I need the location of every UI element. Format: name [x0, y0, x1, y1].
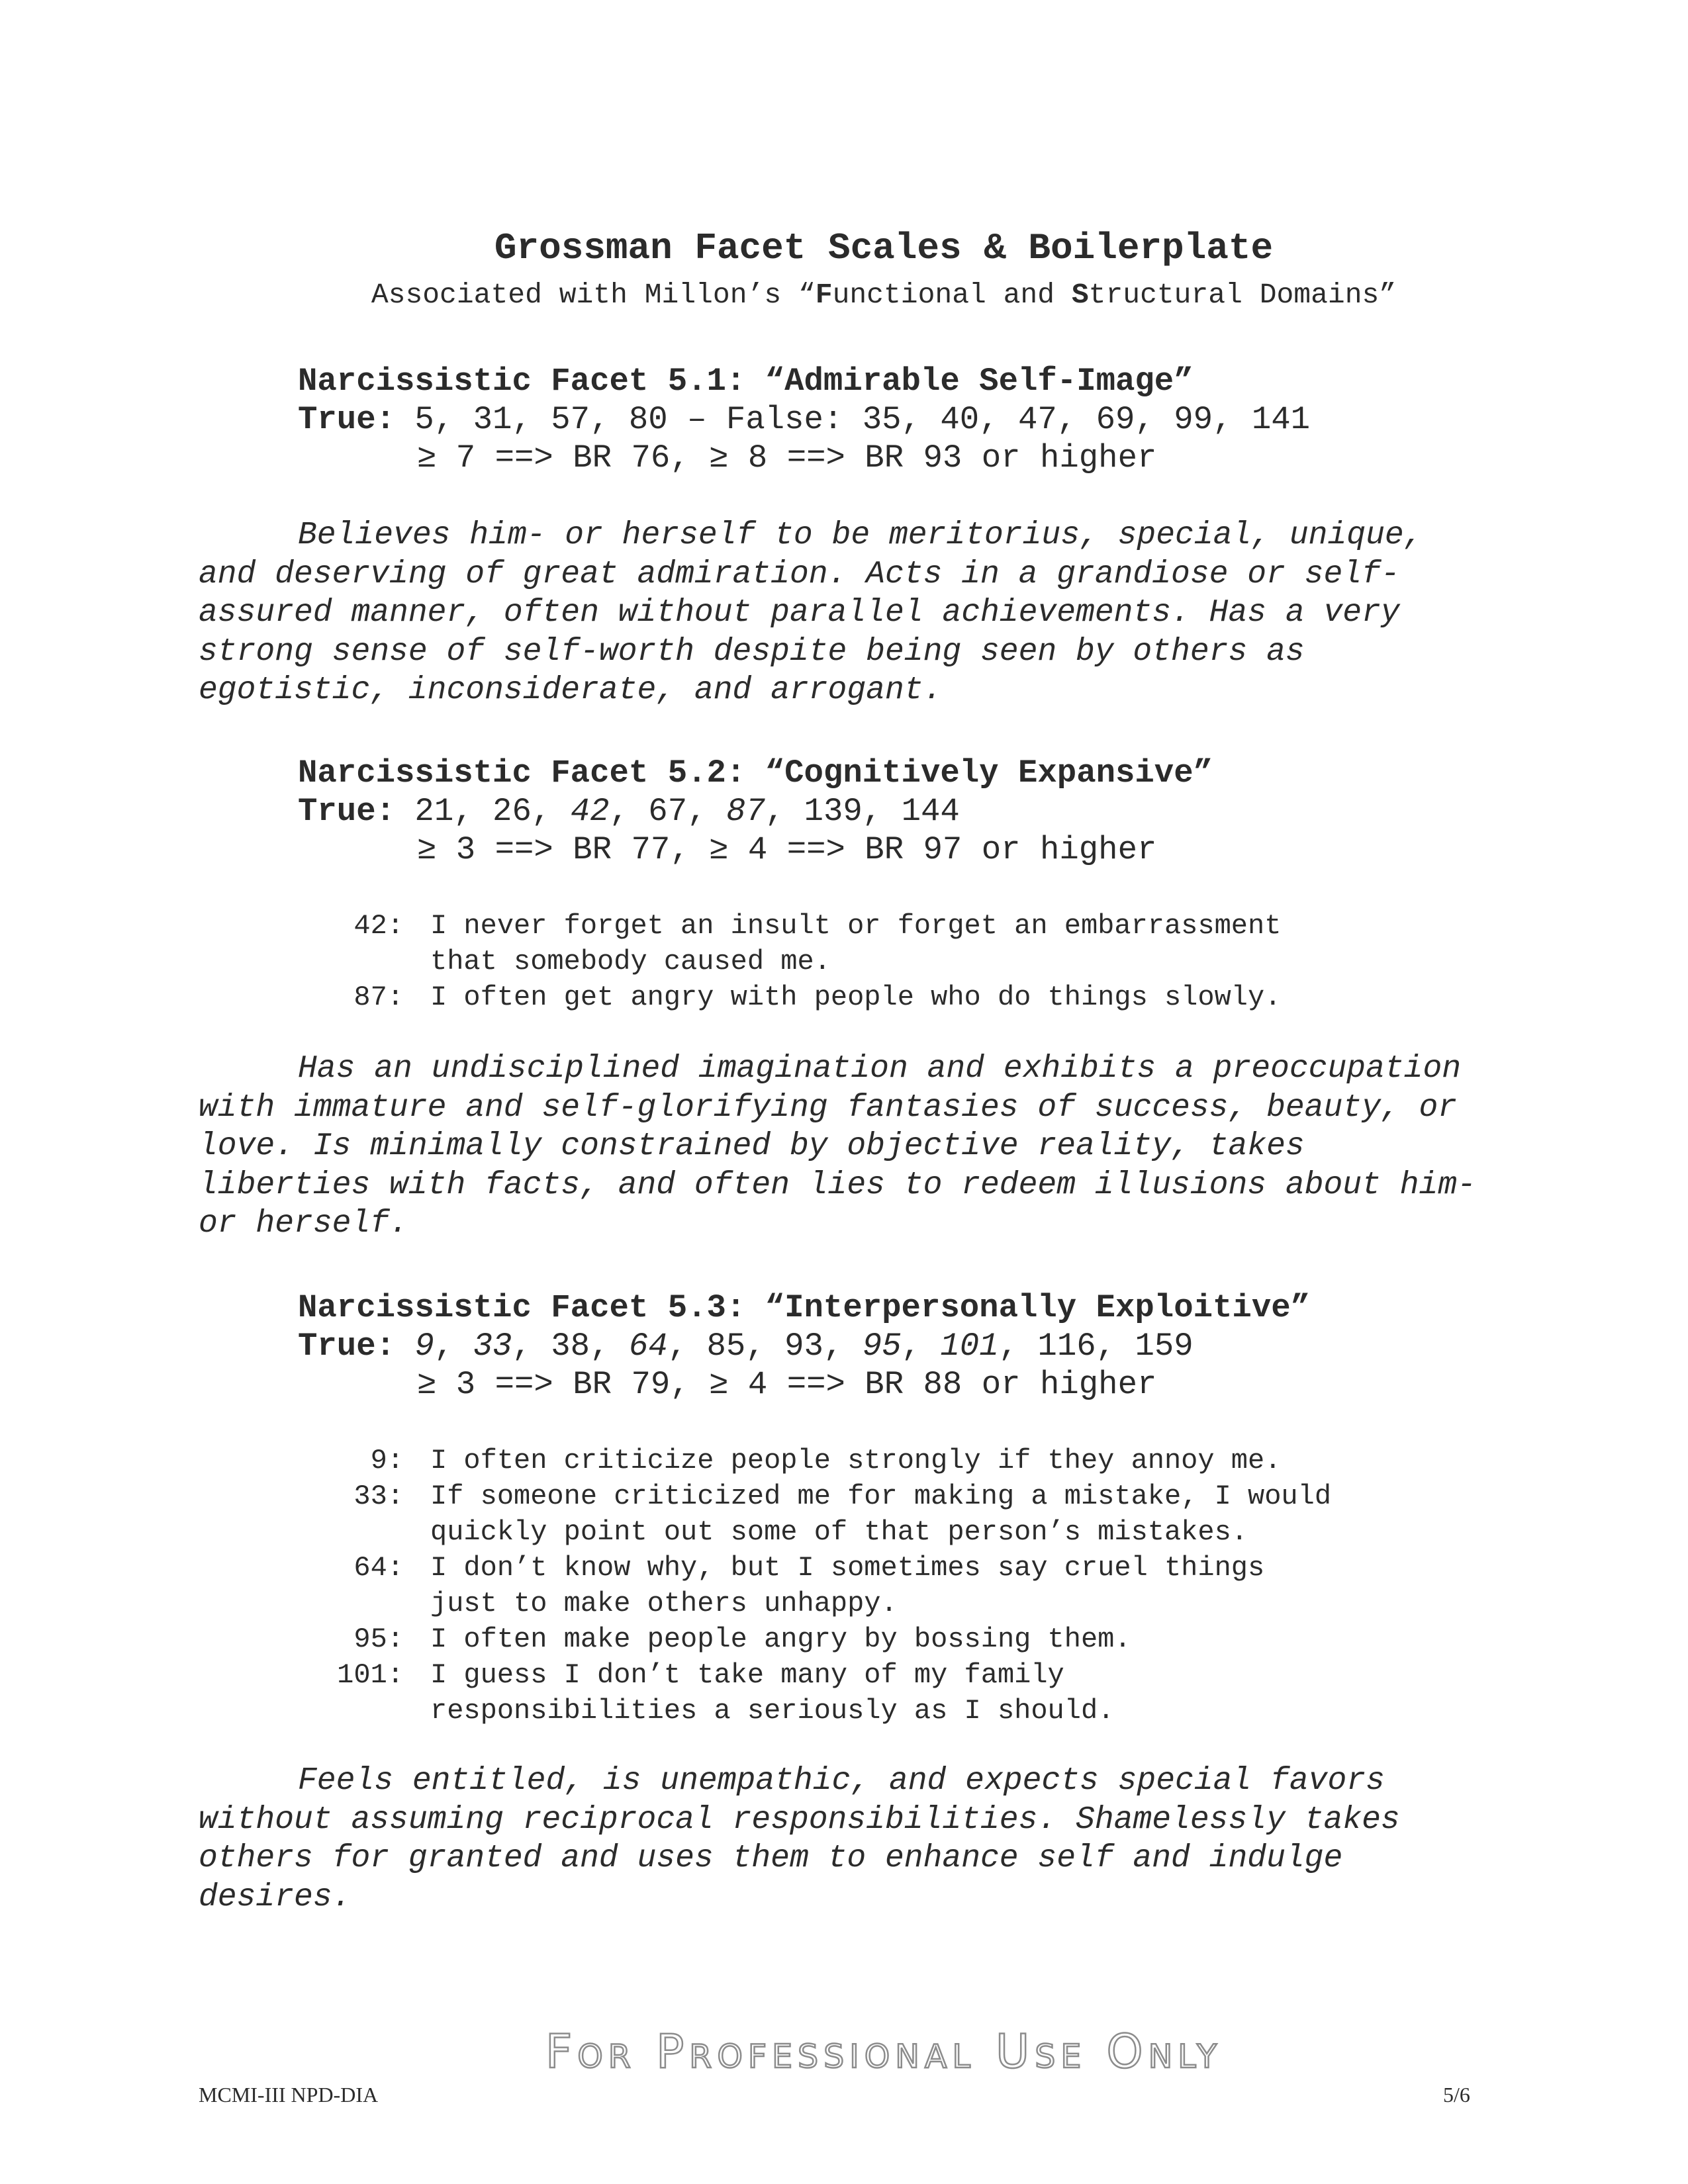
item-text: that somebody caused me. — [430, 946, 831, 978]
subtitle-text: unctional and — [832, 279, 1072, 311]
item-text: just to make others unhappy. — [430, 1588, 898, 1619]
facet-description-text: Feels entitled, is unempathic, and expects special favors without assuming reciprocal responsibilities. Shamelessly takes others for granted and uses them to enhance self and indulge desires. — [199, 1763, 1400, 1915]
true-item: , 67, — [609, 793, 726, 830]
facet-threshold: ≥ 3 ==> BR 79, ≥ 4 ==> BR 88 or higher — [417, 1366, 1157, 1403]
true-item-highlighted: 101 — [940, 1328, 999, 1365]
true-item-highlighted: 95 — [862, 1328, 902, 1365]
true-item: , — [901, 1328, 941, 1365]
facet-description — [199, 1762, 1489, 1917]
true-item: , 116, 159 — [998, 1328, 1194, 1365]
item-number: 9: — [370, 1445, 404, 1477]
item-number: 95: — [353, 1623, 404, 1655]
item-number: 42: — [353, 910, 404, 942]
facet-true-items — [298, 792, 960, 831]
facet-description-text: Has an undisciplined imagination and exhibits a preoccupation with immature and self-glorifying fantasies of success, beauty, or love. Is minimally constrained by objective reality, takes liberties with facts, and often lies to redeem illusions about him- or herself. — [199, 1051, 1476, 1242]
document-id: MCMI-III NPD-DIA — [199, 2083, 379, 2107]
item-text: I never forget an insult or forget an embarrassment — [430, 910, 1282, 942]
true-item-highlighted: 87 — [726, 793, 765, 830]
facet-heading: Narcissistic Facet 5.2: “Cognitively Expansive” — [298, 754, 1213, 792]
item-number: 101: — [337, 1659, 404, 1691]
facet-true-items — [298, 1326, 1194, 1366]
facet-heading: Narcissistic Facet 5.3: “Interpersonally Exploitive” — [298, 1289, 1311, 1326]
item-text: I often get angry with people who do things slowly. — [430, 981, 1282, 1013]
facet-threshold: ≥ 7 ==> BR 76, ≥ 8 ==> BR 93 or higher — [417, 439, 1157, 477]
true-item: , 139, 144 — [765, 793, 960, 830]
facet-description — [199, 1050, 1489, 1244]
page-number: 5/6 — [1443, 2083, 1470, 2107]
true-item-highlighted: 42 — [570, 793, 610, 830]
subtitle-text: Associated with Millon’s “ — [371, 279, 816, 311]
true-item: 21, 26, — [395, 793, 571, 830]
true-item-highlighted: 33 — [473, 1328, 512, 1365]
subtitle-bold-s: S — [1071, 279, 1089, 311]
item-text: I often criticize people strongly if they annoy me. — [430, 1445, 1282, 1477]
item-text: I don’t know why, but I sometimes say cruel things — [430, 1552, 1265, 1584]
true-item-highlighted: 64 — [628, 1328, 668, 1365]
facet-true-items — [298, 400, 1310, 439]
facet-threshold: ≥ 3 ==> BR 77, ≥ 4 ==> BR 97 or higher — [417, 831, 1157, 868]
true-label: True: — [298, 401, 396, 438]
item-text: responsibilities a seriously as I should. — [430, 1695, 1115, 1727]
true-item-highlighted: 9 — [414, 1328, 434, 1365]
facet-description-text: Believes him- or herself to be meritorius, special, unique, and deserving of great admiration. Acts in a grandiose or self-assured manner, often without parallel achievements. Has a very strong sense of self-worth despite being seen by others as egotistic, inconsiderate, and arrogant. — [199, 518, 1423, 708]
true-item: , 38, — [512, 1328, 629, 1365]
true-item — [395, 1328, 414, 1365]
item-text: quickly point out some of that person’s mistakes. — [430, 1516, 1248, 1548]
true-label: True: — [298, 1328, 396, 1365]
facet-description — [199, 516, 1489, 710]
item-text: I often make people angry by bossing them. — [430, 1623, 1131, 1655]
item-number: 33: — [353, 1480, 404, 1512]
item-text: I guess I don’t take many of my family — [430, 1659, 1064, 1691]
professional-use-notice: For Professional Use Only — [545, 2025, 1223, 2079]
item-number: 64: — [353, 1552, 404, 1584]
facet-heading: Narcissistic Facet 5.1: “Admirable Self-Image” — [298, 363, 1194, 400]
item-number: 87: — [353, 981, 404, 1013]
page-subtitle — [0, 277, 1688, 314]
true-label: True: — [298, 793, 396, 830]
true-item: , — [434, 1328, 473, 1365]
subtitle-text: tructural Domains” — [1088, 279, 1397, 311]
subtitle-bold-f: F — [815, 279, 833, 311]
item-text: If someone criticized me for making a mistake, I would — [430, 1480, 1332, 1512]
page-title: Grossman Facet Scales & Boilerplate — [494, 227, 1274, 269]
true-item: , 85, 93, — [667, 1328, 863, 1365]
true-item-list: 5, 31, 57, 80 – False: 35, 40, 47, 69, 99, 141 — [395, 401, 1311, 438]
